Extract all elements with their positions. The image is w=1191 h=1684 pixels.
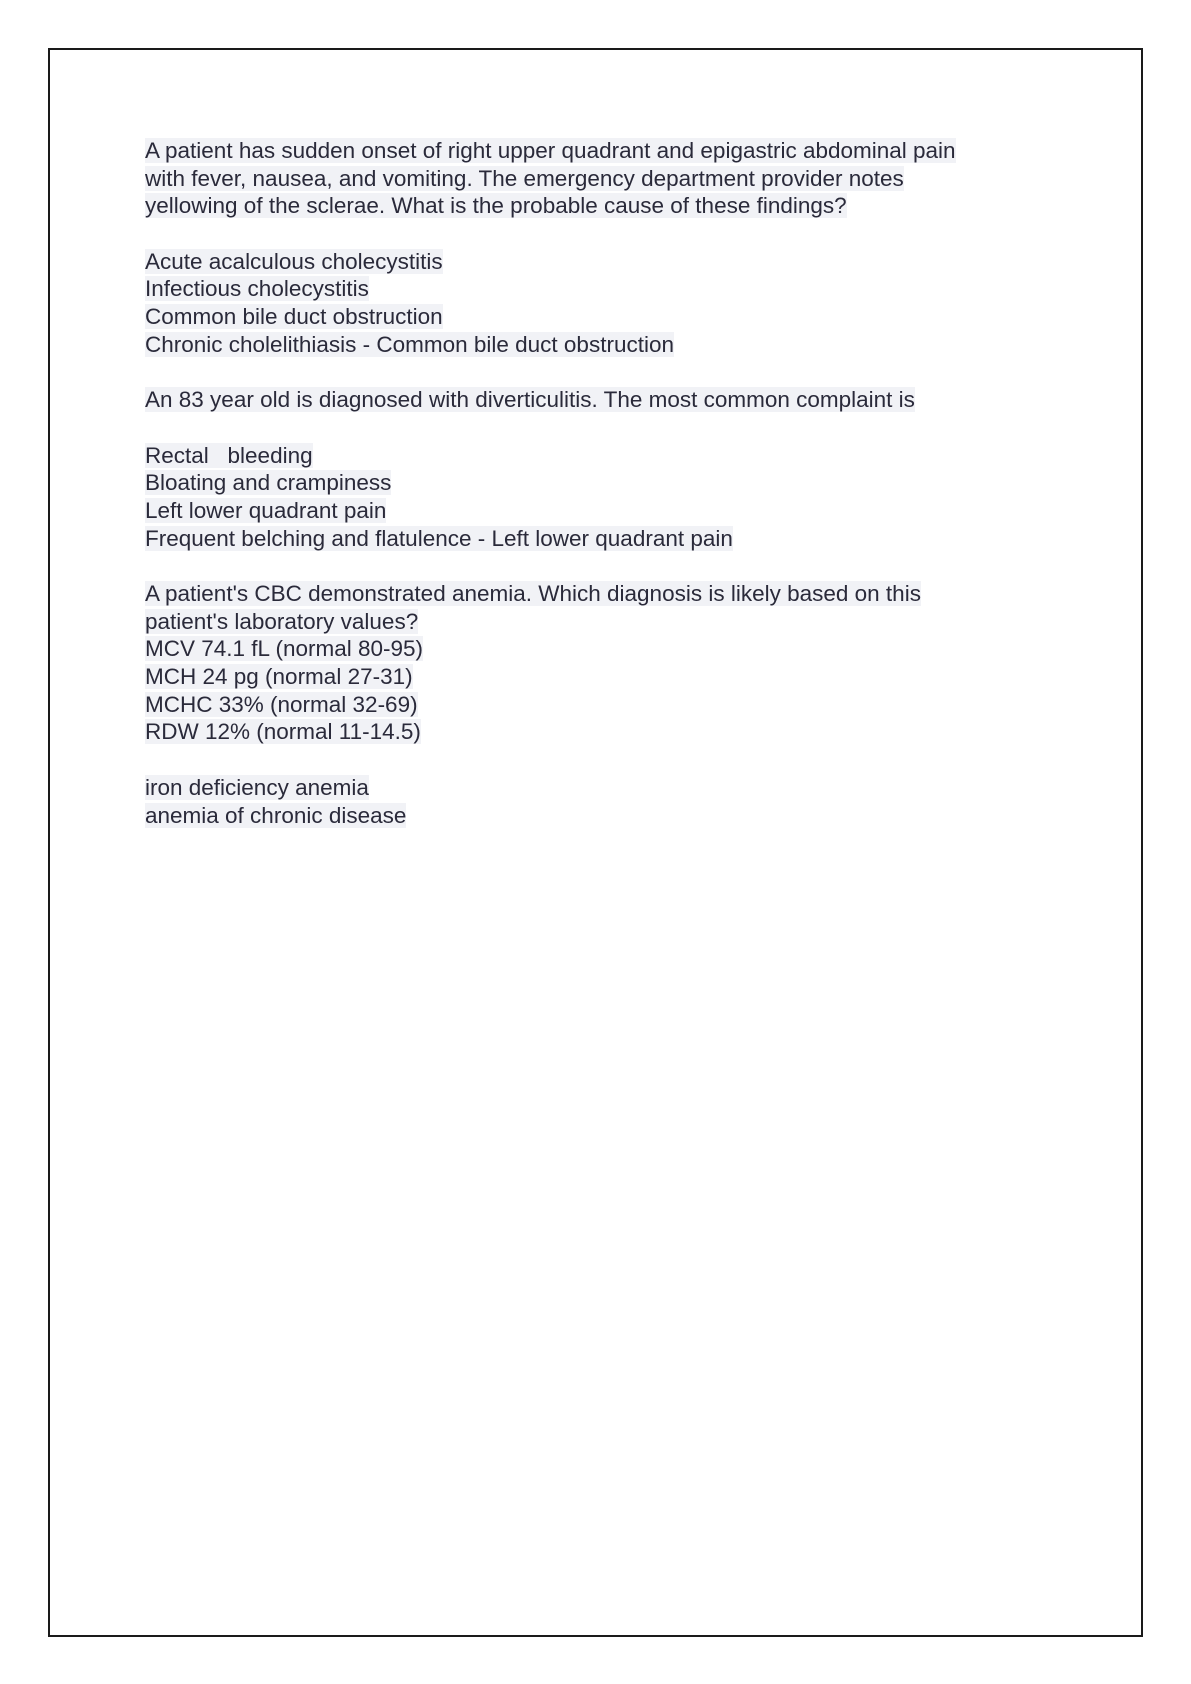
text-line: An 83 year old is diagnosed with diverticulitis. The most common complaint is <box>145 387 915 413</box>
text-line: yellowing of the sclerae. What is the probable cause of these findings? <box>145 193 847 219</box>
answer-option: Common bile duct obstruction <box>145 304 443 330</box>
answer-option: Bloating and crampiness <box>145 470 392 496</box>
document-content <box>145 137 1045 829</box>
question-1 <box>145 137 1045 220</box>
answer-options-2 <box>145 442 1045 553</box>
text-line: with fever, nausea, and vomiting. The emergency department provider notes <box>145 165 904 191</box>
answer-option: Infectious cholecystitis <box>145 276 369 302</box>
answer-options-3 <box>145 774 1045 829</box>
question-3 <box>145 580 1045 746</box>
question-2 <box>145 386 1045 414</box>
text-line: patient's laboratory values? <box>145 608 419 634</box>
lab-value: MCV 74.1 fL (normal 80-95) <box>145 636 424 662</box>
answer-option: Acute acalculous cholecystitis <box>145 248 443 274</box>
lab-value: MCH 24 pg (normal 27-31) <box>145 664 413 690</box>
text-line: A patient has sudden onset of right upper quadrant and epigastric abdominal pain <box>145 138 956 163</box>
answer-option: Rectal bleeding <box>145 442 313 468</box>
text-line: A patient's CBC demonstrated anemia. Which diagnosis is likely based on this <box>145 581 921 606</box>
answer-option: iron deficiency anemia <box>145 774 369 800</box>
answer-option: Frequent belching and flatulence - Left lower quadrant pain <box>145 525 733 551</box>
answer-options-1 <box>145 248 1045 359</box>
answer-option: anemia of chronic disease <box>145 802 407 828</box>
answer-option: Chronic cholelithiasis - Common bile duct obstruction <box>145 331 674 357</box>
lab-value: RDW 12% (normal 11-14.5) <box>145 719 421 745</box>
lab-value: MCHC 33% (normal 32-69) <box>145 691 418 717</box>
answer-option: Left lower quadrant pain <box>145 497 387 523</box>
